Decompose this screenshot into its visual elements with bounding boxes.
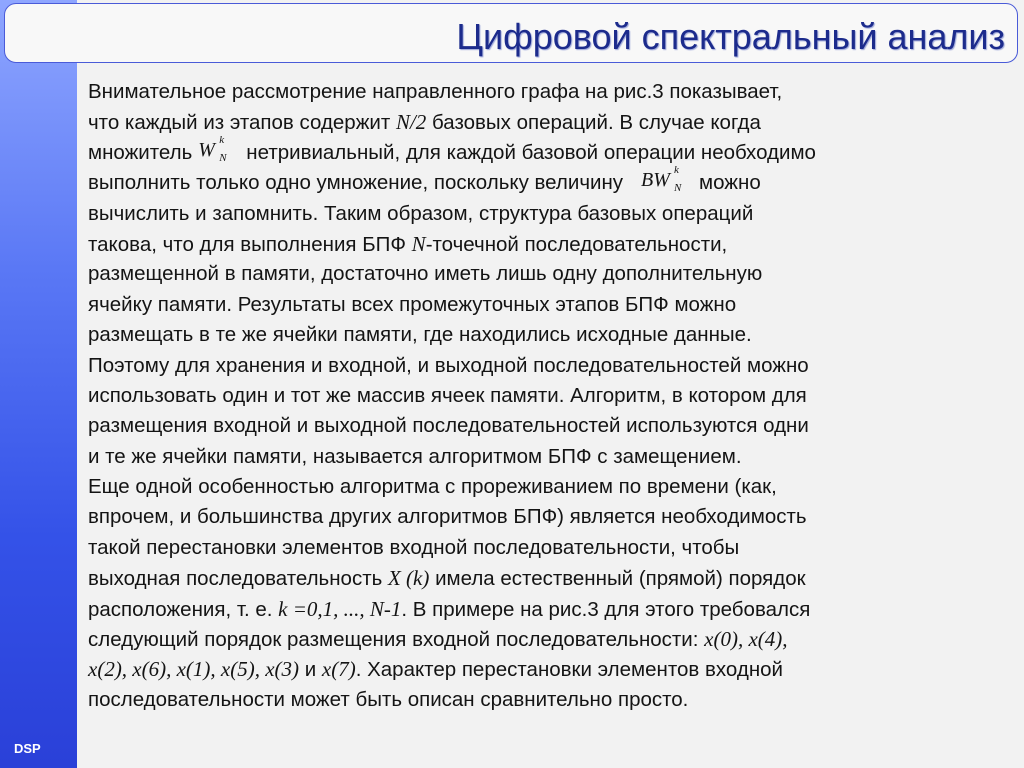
text-segment: базовых операций. В случае когда — [426, 111, 761, 135]
text-line — [88, 320, 1003, 350]
text-line — [88, 442, 1003, 472]
text-segment: последовательности может быть описан сравнительно просто. — [88, 687, 689, 711]
text-segment: Еще одной особенностью алгоритма с прореживанием по времени (как, — [88, 475, 777, 499]
text-segment: следующий порядок размещения входной последовательности: — [88, 628, 705, 652]
text-segment: -точечной последовательности, — [425, 232, 728, 256]
math-k-range: k =0,1, ..., N-1 — [278, 596, 402, 621]
text-line — [88, 133, 1003, 168]
text-line — [88, 107, 1003, 137]
text-line — [88, 351, 1003, 381]
text-segment: можно — [699, 171, 761, 195]
text-segment: . В примере на рис.3 для этого требовался — [401, 597, 811, 621]
text-segment: впрочем, и большинства других алгоритмов БПФ) является необходимость — [88, 505, 807, 529]
text-segment: имела естественный (прямой) порядок — [429, 567, 806, 591]
text-segment: Внимательное рассмотрение направленного графа на рис.3 показывает, — [88, 80, 783, 103]
text-line — [88, 472, 1003, 502]
math-sequence-middle: x(2), x(6), x(1), x(5), x(3) — [88, 657, 300, 682]
text-segment: Поэтому для хранения и входной, и выходной последовательностей можно — [88, 353, 809, 377]
text-line — [88, 77, 1003, 107]
text-line — [88, 290, 1003, 320]
text-line — [88, 199, 1003, 229]
formula-superscript: k — [219, 133, 225, 146]
text-segment: такова, что для выполнения БПФ — [88, 232, 412, 256]
slide-title: Цифровой спектральный анализ — [456, 16, 1005, 57]
text-segment: и — [299, 658, 322, 682]
text-segment: размещенной в памяти, достаточно иметь лишь одну дополнительную — [88, 262, 763, 286]
formula-w-n-k — [198, 133, 240, 165]
formula-subscript: N — [219, 151, 227, 164]
text-line — [88, 563, 1003, 593]
math-n: N — [411, 231, 426, 256]
formula-base: W — [198, 138, 215, 161]
text-segment: расположения, т. е. — [88, 597, 279, 621]
math-x-of-k: X (k) — [387, 566, 430, 591]
text-segment: . Характер перестановки элементов входной — [355, 658, 783, 682]
text-segment: такой перестановки элементов входной последовательности, чтобы — [88, 535, 740, 559]
text-segment: нетривиальный, для каждой базовой операции необходимо — [246, 140, 816, 164]
text-line — [88, 411, 1003, 441]
text-segment: что каждый из этапов содержит — [88, 111, 396, 135]
text-line — [88, 259, 1003, 289]
formula-superscript: k — [674, 164, 679, 177]
text-line — [88, 533, 1003, 563]
formula-base: BW — [641, 169, 670, 192]
formula-bw-n-k — [641, 164, 693, 195]
text-segment: вычислить и запомнить. Таким образом, структура базовых операций — [88, 201, 754, 225]
text-line — [88, 624, 1003, 654]
text-line — [88, 502, 1003, 532]
text-line — [88, 594, 1003, 624]
text-segment: ячейку памяти. Результаты всех промежуточных этапов БПФ можно — [88, 292, 737, 316]
text-segment: выходная последовательность — [88, 567, 388, 591]
sidebar-gradient-bar — [0, 0, 77, 768]
math-n-half: N/2 — [395, 110, 427, 135]
math-sequence-start: x(0), x(4), — [704, 627, 788, 652]
text-line — [88, 654, 1003, 684]
text-line — [88, 685, 1003, 715]
text-segment: использовать один и тот же массив ячеек памяти. Алгоритм, в котором для — [88, 383, 807, 407]
slide-body-text — [88, 77, 1003, 715]
math-sequence-end: x(7) — [321, 657, 356, 682]
text-segment: выполнить только одно умножение, поскольку величину — [88, 171, 624, 195]
text-line — [88, 229, 1003, 259]
text-line — [88, 381, 1003, 411]
text-line — [88, 164, 1003, 198]
dsp-label: DSP — [14, 741, 41, 756]
text-segment: и те же ячейки памяти, называется алгоритмом БПФ с замещением. — [88, 444, 742, 468]
text-segment: размещать в те же ячейки памяти, где находились исходные данные. — [88, 323, 752, 347]
title-box — [4, 3, 1018, 63]
formula-subscript: N — [674, 182, 682, 195]
text-segment: множитель — [88, 140, 193, 164]
text-segment: размещения входной и выходной последовательностей используются одни — [88, 414, 809, 438]
